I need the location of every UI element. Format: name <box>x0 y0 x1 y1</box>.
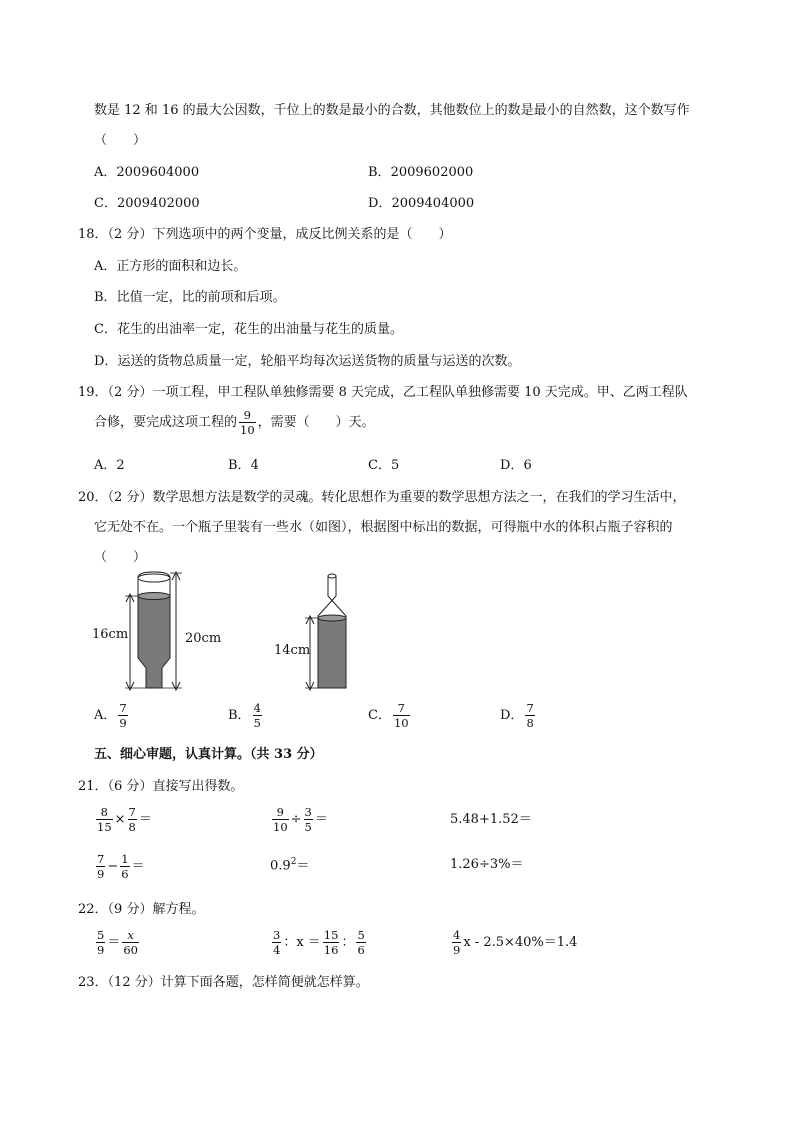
q19-option-c: C．5 <box>368 458 400 473</box>
q22-eq-3: $\frac{4}{9}$ x - 2.5×40%＝1.4 <box>453 928 578 958</box>
q18-option-d: D．运送的货物总质量一定，轮船平均每次运送货物的质量与运送的次数。 <box>94 354 521 369</box>
q22-eq-2: $\frac{3}{4}$ ：x ＝ $\frac{15}{16}$ ： $\frac{5}{6}$ <box>273 928 365 958</box>
q18-option-b: B．比值一定，比的前项和后项。 <box>94 290 286 305</box>
q20-option-c: C． $\frac{7}{10}$ <box>368 701 409 731</box>
q19-fraction: $\frac{9}{10}$ <box>240 408 255 438</box>
q17-option-b: B．2009602000 <box>368 165 474 180</box>
label-20cm: 20cm <box>185 631 222 646</box>
q19-option-b: B．4 <box>228 458 259 473</box>
label-16cm: 16cm <box>92 627 129 642</box>
q23-stem: 23．（12 分）计算下面各题，怎样简便就怎样算。 <box>78 975 369 990</box>
q20-option-b: B． $\frac{4}{5}$ <box>228 701 261 731</box>
q18-option-a: A．正方形的面积和边长。 <box>94 259 247 274</box>
q17-option-a: A．2009604000 <box>94 165 200 180</box>
q19-option-d: D．6 <box>500 458 532 473</box>
q21-expr-4: $\frac{7}{9}$ − $\frac{1}{6}$ ＝ <box>97 852 145 882</box>
bottle-figure <box>90 568 380 698</box>
bottle-2 <box>305 574 346 690</box>
q22-stem: 22．（9 分）解方程。 <box>78 902 205 917</box>
q21-expr-1: $\frac{8}{15}$ × $\frac{7}{8}$ ＝ <box>97 805 152 835</box>
q20-option-a: A． $\frac{7}{9}$ <box>94 701 127 731</box>
q17-blank: （ ） <box>94 133 147 148</box>
q19-stem-line2: 合修，要完成这项工程的 $\frac{9}{10}$ ，需要（ ）天。 <box>94 408 375 438</box>
q22-eq-1: $\frac{5}{9}$ ＝ $\frac{x}{60}$ <box>97 928 138 958</box>
section-5-title: 五、细心审题，认真计算。（共 33 分） <box>94 747 323 762</box>
q19-stem-line1: 19．（2 分）一项工程，甲工程队单独修需要 8 天完成，乙工程队单独修需要 10 天完成。甲、乙两工程队 <box>78 385 688 400</box>
q20-blank: （ ） <box>94 550 147 565</box>
q21-expr-3: 5.48+1.52＝ <box>450 812 532 827</box>
q19-option-a: A．2 <box>94 458 125 473</box>
q21-stem: 21．（6 分）直接写出得数。 <box>78 779 244 794</box>
q20-stem-line1: 20．（2 分）数学思想方法是数学的灵魂。转化思想作为重要的数学思想方法之一，在我们的学习生活中， <box>78 490 686 505</box>
q21-expr-5: $0.9^2=$ <box>270 857 310 874</box>
q17-option-d: D．2009404000 <box>368 196 475 211</box>
q18-option-c: C．花生的出油率一定，花生的出油量与花生的质量。 <box>94 322 403 337</box>
q17-stem: 数是 12 和 16 的最大公因数，千位上的数是最小的合数，其他数位上的数是最小的自然数，这个数写作 <box>94 103 690 118</box>
q17-option-c: C．2009402000 <box>94 196 200 211</box>
label-14cm: 14cm <box>274 643 311 658</box>
q21-expr-2: $\frac{9}{10}$ ÷ $\frac{3}{5}$ ＝ <box>273 805 328 835</box>
q21-expr-6: 1.26÷3%＝ <box>450 857 524 872</box>
q20-stem-line2: 它无处不在。一个瓶子里装有一些水（如图），根据图中标出的数据，可得瓶中水的体积占瓶子容积的 <box>94 520 673 535</box>
bottle-1 <box>125 572 182 690</box>
q18-stem: 18．（2 分）下列选项中的两个变量，成反比例关系的是（ ） <box>78 227 452 242</box>
q20-option-d: D． $\frac{7}{8}$ <box>500 701 534 731</box>
